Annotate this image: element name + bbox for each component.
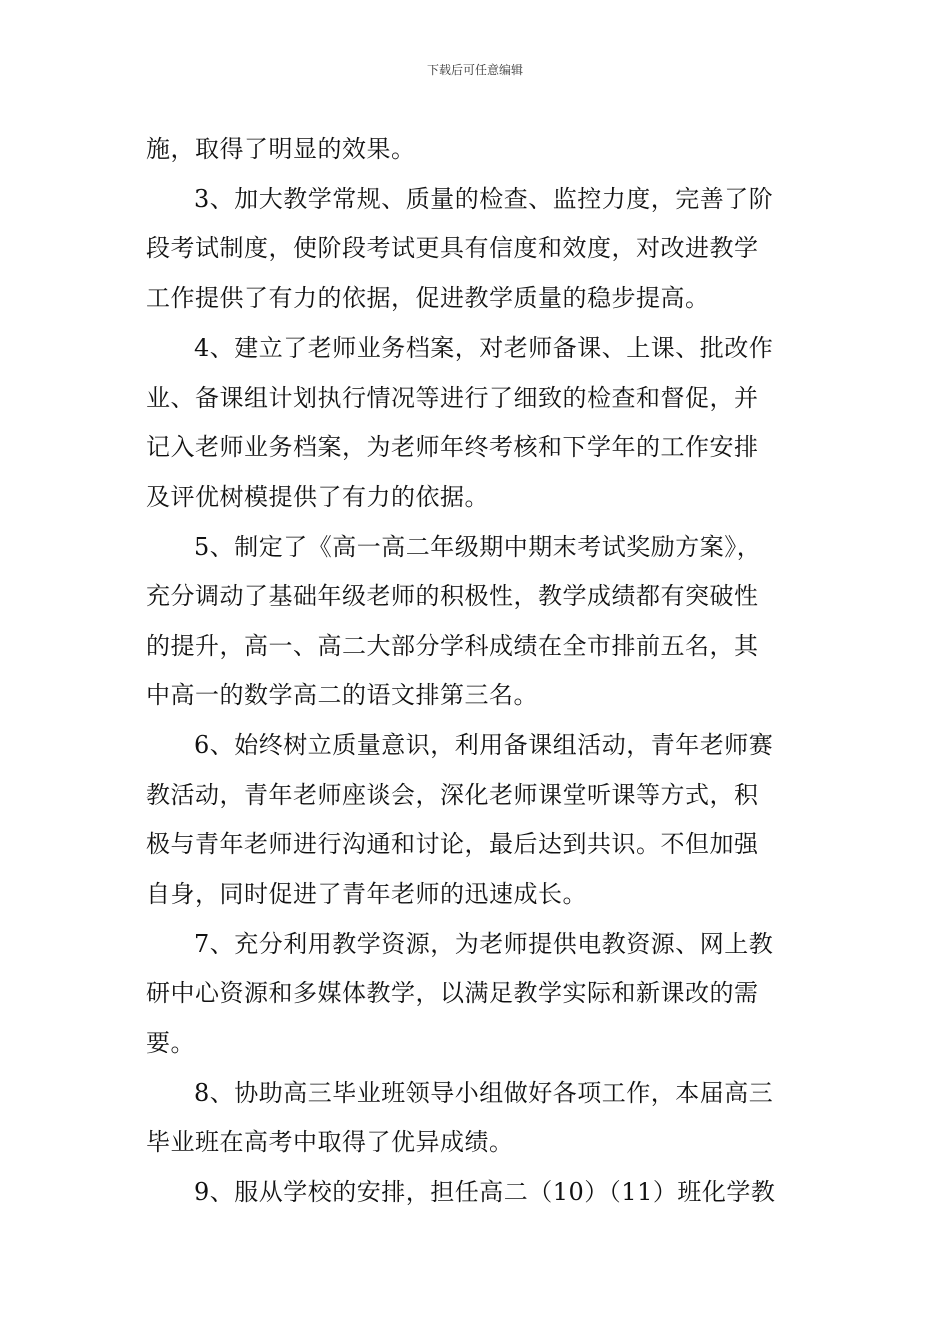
text-line: 教活动，青年老师座谈会，深化老师课堂听课等方式，积 (146, 781, 759, 809)
text-line: 极与青年老师进行沟通和讨论，最后达到共识。不但加强 (146, 830, 759, 858)
text-line: 研中心资源和多媒体教学，以满足教学实际和新课改的需 (146, 979, 759, 1007)
text-line: 8、协助高三毕业班领导小组做好各项工作，本届高三 (194, 1079, 774, 1107)
text-line: 段考试制度，使阶段考试更具有信度和效度，对改进教学 (146, 234, 759, 262)
text-line: 5、制定了《高一高二年级期中期末考试奖励方案》， (194, 533, 762, 561)
text-line: 施，取得了明显的效果。 (146, 135, 416, 163)
text-line: 3、加大教学常规、质量的检查、监控力度，完善了阶 (194, 185, 774, 213)
page-header: 下载后可任意编辑 (426, 63, 523, 77)
text-line: 充分调动了基础年级老师的积极性，教学成绩都有突破性 (146, 582, 759, 610)
text-line: 自身，同时促进了青年老师的迅速成长。 (146, 880, 587, 908)
text-line: 业、备课组计划执行情况等进行了细致的检查和督促，并 (146, 384, 759, 412)
text-line: 工作提供了有力的依据，促进教学质量的稳步提高。 (146, 284, 710, 312)
text-line: 的提升，高一、高二大部分学科成绩在全市排前五名，其 (146, 632, 759, 660)
text-line: 6、始终树立质量意识，利用备课组活动，青年老师赛 (194, 731, 774, 759)
text-line: 中高一的数学高二的语文排第三名。 (146, 681, 538, 709)
text-line: 4、建立了老师业务档案，对老师备课、上课、批改作 (194, 334, 774, 362)
text-line: 记入老师业务档案，为老师年终考核和下学年的工作安排 (146, 433, 759, 461)
text-line: 毕业班在高考中取得了优异成绩。 (146, 1128, 514, 1156)
text-line: 及评优树模提供了有力的依据。 (146, 483, 489, 511)
text-line: 要。 (146, 1029, 195, 1057)
text-line: 7、充分利用教学资源，为老师提供电教资源、网上教 (194, 930, 774, 958)
text-line: 9、服从学校的安排，担任高二（10）（11）班化学教 (194, 1178, 776, 1206)
